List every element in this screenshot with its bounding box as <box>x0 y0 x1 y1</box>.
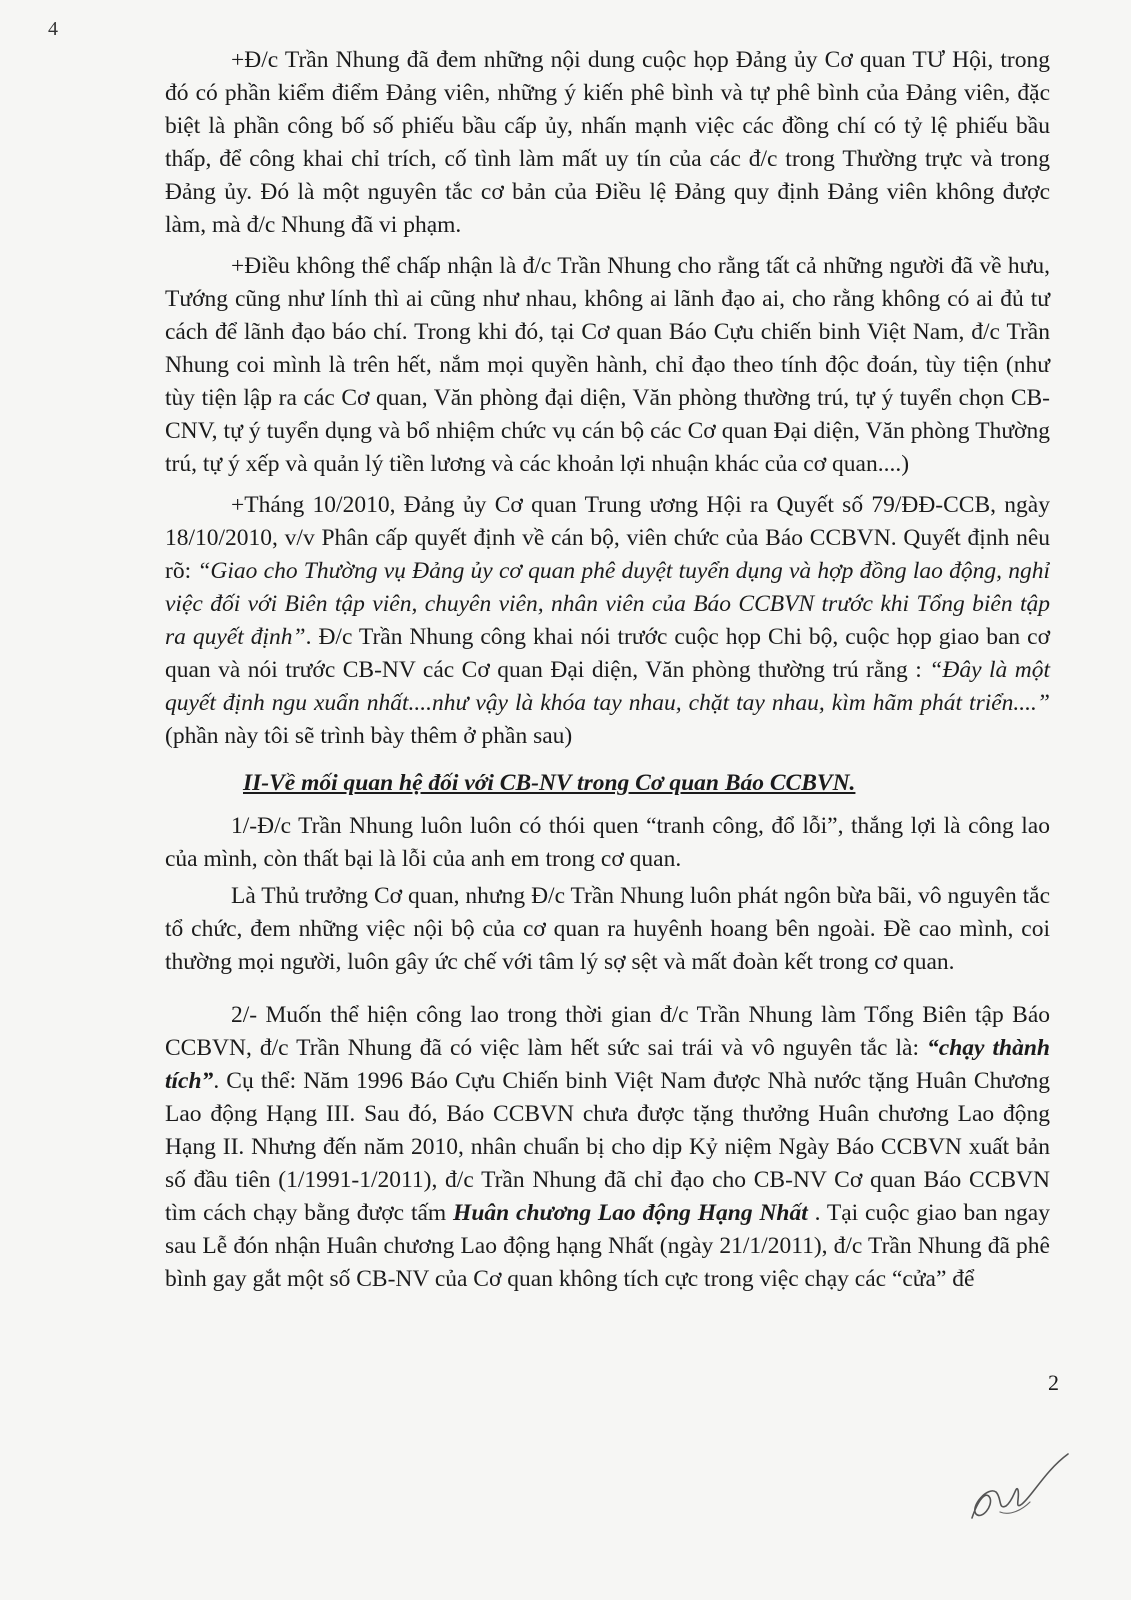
paragraph-5: Là Thủ trưởng Cơ quan, nhưng Đ/c Trần Nhung luôn phát ngôn bừa bãi, vô nguyên tắc tổ chức, đem những việc nội bộ của cơ quan ra huyênh hoang bên ngoài. Đề cao mình, coi thường mọi người, luôn gây ức chế với tâm lý sợ sệt và mất đoàn kết trong cơ quan. <box>165 883 1050 975</box>
paragraph-6-text-b: . Cụ thể: Năm 1996 Báo Cựu Chiến binh Việt Nam được Nhà nước tặng Huân Chương Lao động Hạng III. Sau đó, Báo CCBVN chưa được tặng thưởng Huân chương Lao động Hạng II. Nhưng đến năm 2010, nhân chuẩn bị cho dịp Kỷ niệm Ngày Báo CCBVN xuất bản số đầu tiên (1/1991-1/2011), đ/c Trần Nhung đã chỉ đạo cho CB-NV Cơ quan Báo CCBVN tìm cách chạy bằng được tấm <box>165 1068 1050 1226</box>
paragraph-6 <box>165 999 1050 1296</box>
quote-decision: “Giao cho Thường vụ Đảng ủy cơ quan phê duyệt tuyển dụng và hợp đồng lao động, nghỉ việc đối với Biên tập viên, chuyên viên, nhân viên của Báo CCBVN trước khi Tổng biên tập ra quyết định” <box>165 558 1050 650</box>
paragraph-2: +Điều không thể chấp nhận là đ/c Trần Nhung cho rằng tất cả những người đã về hưu, Tướng cũng như lính thì ai cũng như nhau, không ai lãnh đạo ai, cho rằng không có ai đủ tư cách để lãnh đạo báo chí. Trong khi đó, tại Cơ quan Báo Cựu chiến binh Việt Nam, đ/c Trần Nhung coi mình là trên hết, nắm mọi quyền hành, chỉ đạo theo tính độc đoán, tùy tiện (như tùy tiện lập ra các Cơ quan, Văn phòng đại diện, Văn phòng thường trú, tự ý tuyển chọn CB-CNV, tự ý tuyển dụng và bổ nhiệm chức vụ cán bộ các Cơ quan Đại diện, Văn phòng Thường trú, tự ý xếp và quản lý tiền lương và các khoản lợi nhuận khác của cơ quan....) <box>165 253 1050 477</box>
paragraph-4: 1/-Đ/c Trần Nhung luôn luôn có thói quen “tranh công, đổ lỗi”, thắng lợi là công lao của mình, còn thất bại là lỗi của anh em trong cơ quan. <box>165 813 1050 872</box>
paragraph-3-text-a: +Tháng 10/2010, Đảng ủy Cơ quan Trung ương Hội ra Quyết số 79/ĐĐ-CCB, ngày 18/10/2010, v/v Phân cấp quyết định về cán bộ, viên chức của Báo CCBVN. Quyết định nêu rõ: <box>165 492 1050 584</box>
corner-page-mark: 4 <box>48 18 58 40</box>
paragraph-6-text-c: . Tại cuộc giao ban ngay sau Lễ đón nhận Huân chương Lao động hạng Nhất (ngày 21/1/2011), đ/c Trần Nhung đã phê bình gay gắt một số CB-NV của Cơ quan không tích cực trong việc chạy các “cửa” để <box>165 1200 1050 1292</box>
page-number: 2 <box>1048 1370 1059 1395</box>
document-body <box>165 44 1050 1296</box>
paragraph-3 <box>165 489 1050 753</box>
emphasis-chay-thanh-tich: “chạy thành tích” <box>165 1035 1050 1094</box>
quote-statement: “Đây là một quyết định ngu xuẩn nhất....như vậy là khóa tay nhau, chặt tay nhau, kìm hãm phát triển....” <box>165 657 1050 716</box>
section-heading: II-Về mối quan hệ đối với CB-NV trong Cơ quan Báo CCBVN. <box>243 770 856 796</box>
emphasis-huan-chuong: Huân chương Lao động Hạng Nhất <box>453 1200 808 1226</box>
section-heading-wrap <box>165 767 1050 800</box>
paragraph-3-text-c: (phần này tôi sẽ trình bày thêm ở phần sau) <box>165 723 573 749</box>
paragraph-1: +Đ/c Trần Nhung đã đem những nội dung cuộc họp Đảng ủy Cơ quan TƯ Hội, trong đó có phần kiểm điểm Đảng viên, những ý kiến phê bình và tự phê bình của Đảng viên, đặc biệt là phần công bố số phiếu bầu cấp ủy, nhấn mạnh việc các đồng chí có tỷ lệ phiếu bầu thấp, để công khai chỉ trích, cố tình làm mất uy tín của các đ/c trong Thường trực và trong Đảng ủy. Đó là một nguyên tắc cơ bản của Điều lệ Đảng quy định Đảng viên không được làm, mà đ/c Nhung đã vi phạm. <box>165 47 1050 238</box>
paragraph-6-text-a: 2/- Muốn thể hiện công lao trong thời gian đ/c Trần Nhung làm Tổng Biên tập Báo CCBVN, đ/c Trần Nhung đã có việc làm hết sức sai trái và vô nguyên tắc là: <box>165 1002 1050 1061</box>
handwritten-signature <box>960 1440 1080 1530</box>
paragraph-3-text-b: . Đ/c Trần Nhung công khai nói trước cuộc họp Chi bộ, cuộc họp giao ban cơ quan và nói trước CB-NV các Cơ quan Đại diện, Văn phòng thường trú rằng : <box>165 624 1050 683</box>
